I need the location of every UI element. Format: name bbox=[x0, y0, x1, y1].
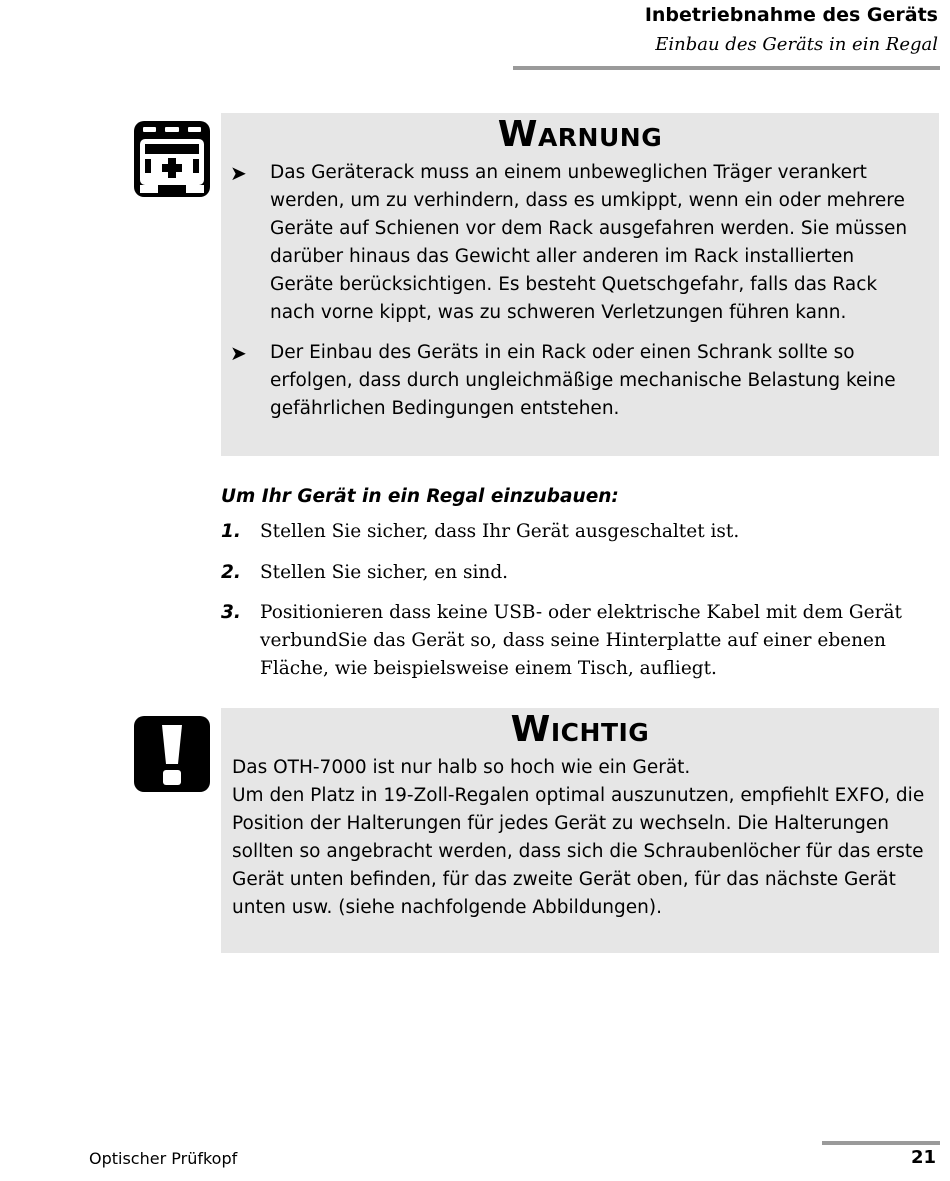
arrow-bullet-icon: ➤ bbox=[230, 341, 247, 365]
warning-item-text: Der Einbau des Geräts in ein Rack oder einen Schrank sollte so erfolgen, dass durch ungleichmäßige mechanische Belastung keine gefährlichen Bedingungen entstehen. bbox=[270, 342, 896, 419]
warning-item bbox=[221, 339, 939, 423]
header-rule bbox=[513, 66, 940, 70]
ambulance-icon bbox=[134, 121, 210, 197]
warning-item bbox=[221, 159, 939, 327]
important-heading: Wichtig bbox=[510, 709, 650, 750]
important-body bbox=[221, 754, 939, 922]
important-line: Um den Platz in 19-Zoll-Regalen optimal auszunutzen, empfiehlt EXFO, die Position der Halterungen für jedes Gerät zu wechseln. Die Halterungen sollten so angebracht werden, dass sich die Schraubenlöcher für das erste Gerät unten befinden, für das zweite Gerät oben, für das nächste Gerät unten usw. (siehe nachfolgende Abbildungen). bbox=[232, 785, 925, 918]
procedure-step bbox=[221, 599, 930, 683]
step-number: 3. bbox=[221, 602, 241, 623]
step-text: Stellen Sie sicher, dass Ihr Gerät ausgeschaltet ist. bbox=[260, 521, 740, 542]
procedure-title: Um Ihr Gerät in ein Regal einzubauen: bbox=[221, 486, 619, 507]
warning-item-text: Das Geräterack muss an einem unbeweglichen Träger verankert werden, um zu verhindern, dass es umkippt, wenn ein oder mehrere Geräte auf Schienen vor dem Rack ausgefahren werden. Sie müssen darüber hinaus das Gewicht aller anderen im Rack installierten Geräte berücksichtigen. Es besteht Quetschgefahr, falls das Rack nach vorne kippt, was zu schweren Verletzungen führen kann. bbox=[270, 162, 908, 323]
footer-title: Optischer Prüfkopf bbox=[89, 1149, 238, 1168]
important-line: Das OTH-7000 ist nur halb so hoch wie ein Gerät. bbox=[232, 757, 691, 778]
step-text: Positionieren dass keine USB- oder elektrische Kabel mit dem Gerät verbundSie das Gerät so, dass seine Hinterplatte auf einer ebenen Fläche, wie beispielsweise einem Tisch, aufliegt. bbox=[260, 602, 902, 679]
section-title: Einbau des Geräts in ein Regal bbox=[655, 34, 938, 55]
important-box bbox=[221, 708, 939, 953]
step-text: Stellen Sie sicher, en sind. bbox=[260, 562, 509, 583]
arrow-bullet-icon: ➤ bbox=[230, 161, 247, 185]
warning-box bbox=[221, 113, 939, 456]
warning-heading: Warnung bbox=[497, 114, 663, 155]
procedure-step bbox=[221, 559, 930, 587]
footer-rule bbox=[822, 1141, 940, 1145]
chapter-title: Inbetriebnahme des Geräts bbox=[644, 4, 938, 26]
exclamation-icon bbox=[134, 716, 210, 792]
page-number: 21 bbox=[910, 1147, 936, 1168]
procedure-step bbox=[221, 518, 930, 546]
step-number: 1. bbox=[221, 521, 241, 542]
step-number: 2. bbox=[221, 562, 241, 583]
